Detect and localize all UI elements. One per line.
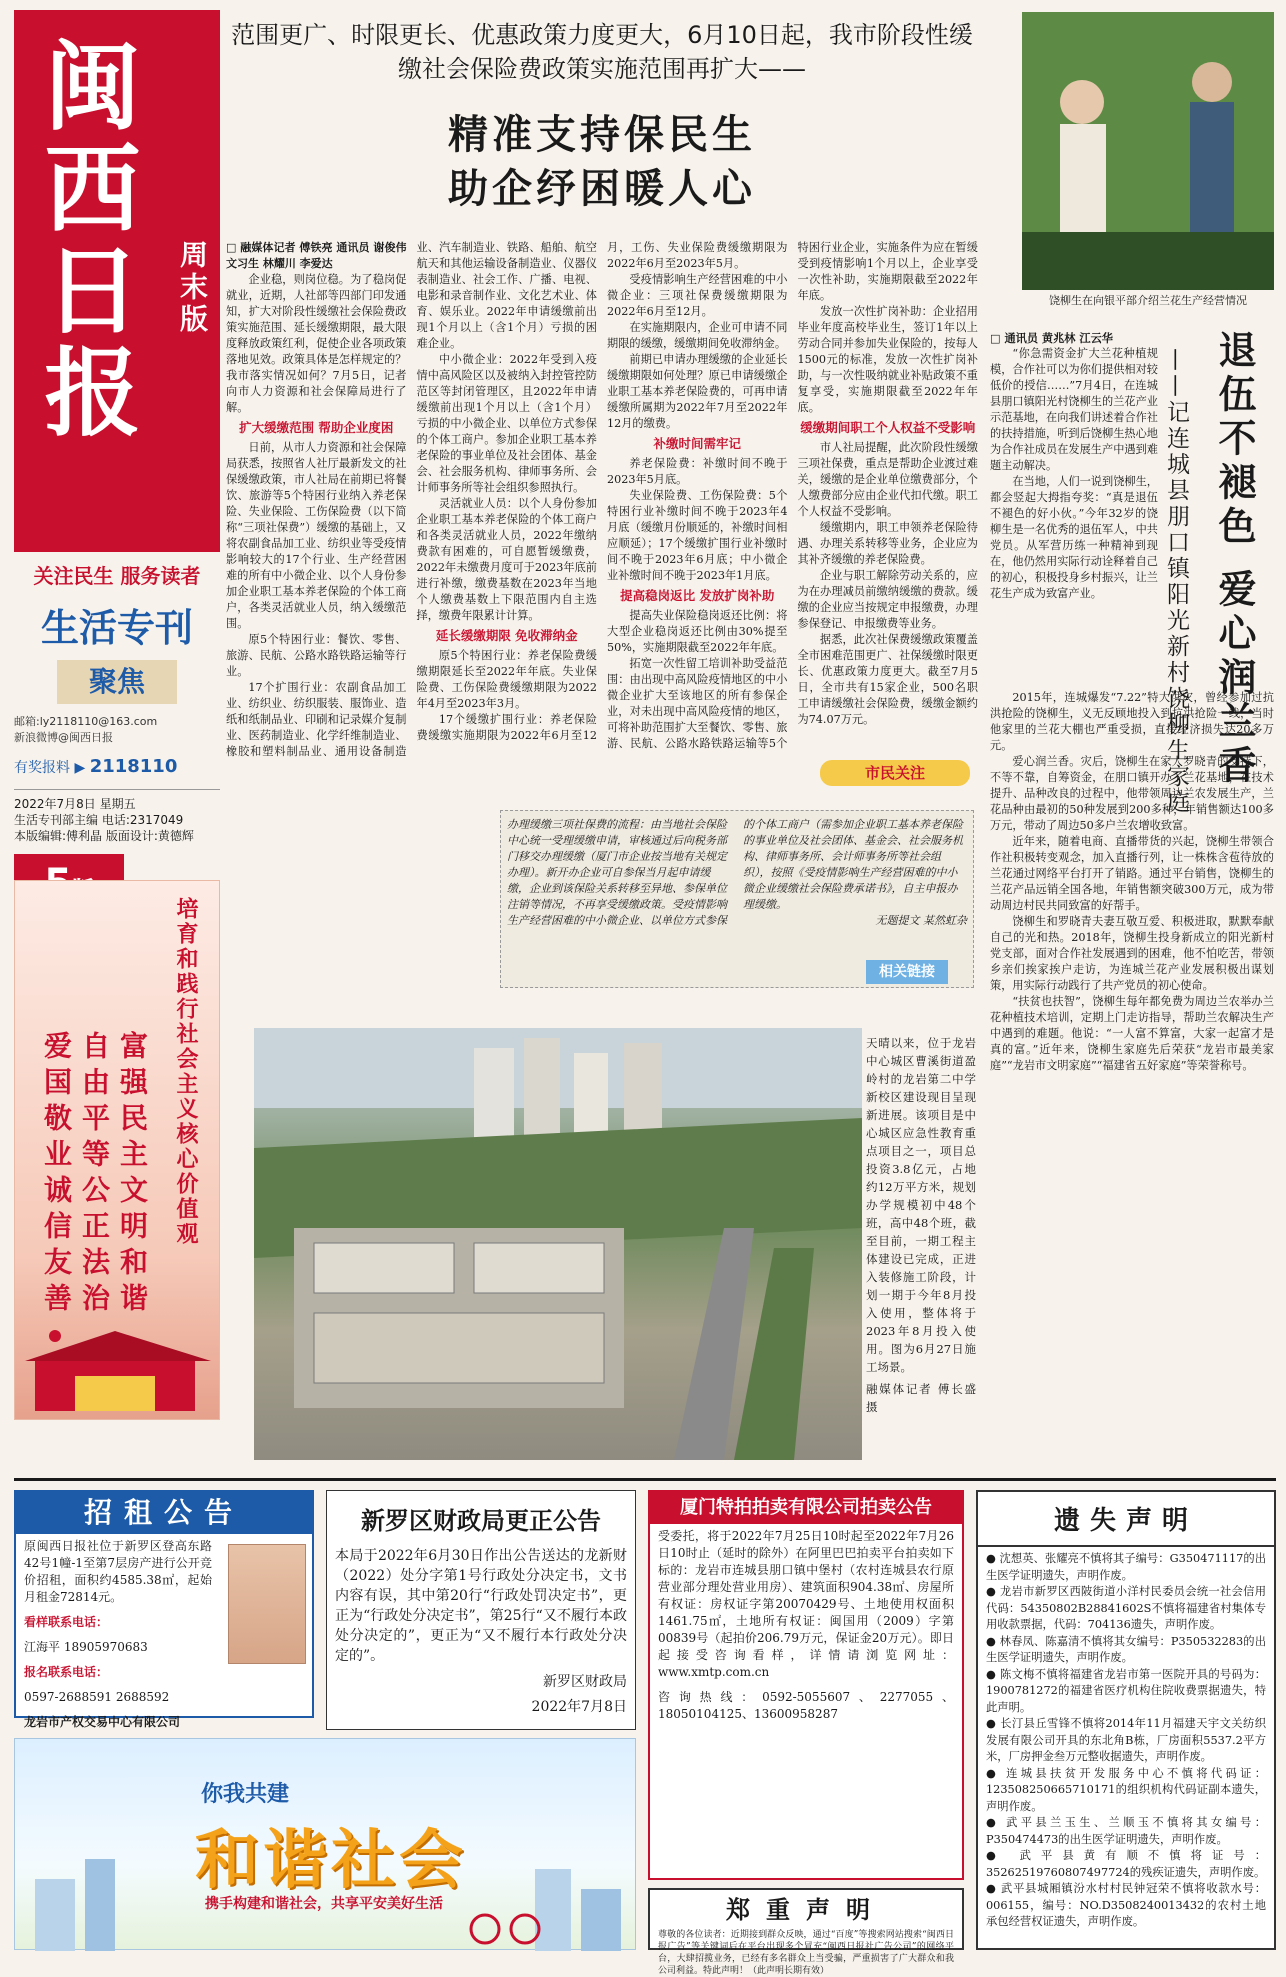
issue-date: 2022年7月8日 星期五 bbox=[14, 797, 136, 811]
lost-item: ● 连城县扶贫开发服务中心不慎将代码证：123508250665710171的组织机构代码证副本遗失，声明作废。 bbox=[986, 1766, 1266, 1813]
article-paragraph: 17个缓缴扩围行业：养老保险费缓缴实施期限为2022年6月至12月，工伤、失业保险费缓缴期限为2022年6月至2023年5月。 bbox=[416, 241, 788, 742]
feature-paragraph: 2015年，连城爆发“7.22”特大洪灾，曾经参加过抗洪抢险的饶柳生，义无反顾地投入到抗洪抢险一线，当时他家里的兰花大棚也严重受损，直接经济损失达20多万元。 bbox=[990, 691, 1274, 752]
finance-notice bbox=[326, 1490, 636, 1730]
harmony-big-title: 和谐社会 bbox=[195, 1824, 467, 1898]
rent-contact-2: 0597-2688591 2688592 bbox=[24, 1690, 170, 1704]
section-heading: 扩大缓缴范围 帮助企业度困 bbox=[239, 420, 394, 435]
civic-focus-tag: 市民关注 bbox=[820, 760, 970, 786]
solemn-title: 郑重声明 bbox=[726, 1896, 886, 1924]
lost-item: ● 沈想英、张耀亮不慎将其子编号：G350471117的出生医学证明遗失，声明作废。 bbox=[986, 1552, 1266, 1582]
editors-line: 本版编辑:傅利晶 版面设计:黄德辉 bbox=[14, 829, 194, 843]
headline-line-1: 精准支持保民生 bbox=[448, 112, 756, 158]
section-heading: 补缴时间需牢记 bbox=[653, 436, 741, 451]
article-paragraph: 17个扩围行业：农副食品加工业、纺织业、纺织服装、服饰业、造纸和纸制品业、印刷和记录媒介复制业、医药制造业、化学纤维制造业、橡胶和塑料制品业、通用设备制造业、汽车制造业、铁路、船舶、航空航天和其他运输设备制造业、仪器仪表制造业、社会工作、广播、电视、电影和录音制作业、文化艺术业、体育、娱乐业。2022年申请缓缴前出现1个月以上（含1个月）亏损的困难企业。 bbox=[226, 241, 597, 758]
harmony-poster bbox=[14, 1738, 636, 1950]
lost-item: ● 陈文梅不慎将福建省龙岩市第一医院开具的号码为：1900781272的福建省医疗机构住院收费票据遗失，特此声明。 bbox=[986, 1667, 1266, 1714]
section-focus: 聚焦 bbox=[57, 660, 177, 704]
article-paragraph: 前期已申请办理缓缴的企业延长缓缴期限如何处理？原已申请缓缴企业职工基本养老保险费的，可再申请缓缴所属期为2022年7月至2022年12月的缴费。 bbox=[607, 353, 788, 430]
rent-contact-1: 江海平 18905970683 bbox=[24, 1640, 148, 1654]
auction-body: 受委托，将于2022年7月25日10时起至2022年7月26日10时止（延时的除外）在阿里巴巴拍卖平台拍卖如下标的：龙岩市连城县朋口镇中堡村（农村连城县农行原营业部分理处营业用房）、建筑面积904.38㎡、房屋所有权证：房权证字第20070429号、土地使用权面积1461.75㎡，土地所有权证：闽国用（2009）字第00839号（起拍价206.79万元，保证金20万元）。即日起接受咨询看样，详情请浏览网址：www.xmtp.com.cn bbox=[658, 1529, 954, 1679]
feature-paragraph: 饶柳生和罗晓青夫妻互敬互爱、积极进取，默默奉献自己的光和热。2018年，饶柳生投身新成立的阳光新村党支部，面对合作社发展遇到的困难，他不怕吃苦，带领乡亲们挨家挨户走访，为连城兰花产业发展积极出谋划策，用实际行动践行了共产党员的初心使命。 bbox=[990, 915, 1274, 992]
feature-paragraph: “你急需资金扩大兰花种植规模，合作社可以为你们提供相对较低价的授信……”7月4日，在连城县朋口镇阳光村饶柳生的兰花产业示范基地，在向我们讲述着合作社的扶持措施，听到后饶柳生热心地为合作社成员在发展生产中遇到难题主动解决。 bbox=[990, 347, 1158, 472]
article-paragraph: 灵活就业人员：以个人身份参加企业职工基本养老保险的个体工商户和各类灵活就业人员，2022年缴纳费款有困难的，可自愿暂缓缴费，2022年未缴费月度可于2023年底前进行补缴，缴费基数在2023年当地个人缴费基数上下限范围内自主选择，缴费年限累计计算。 bbox=[416, 497, 597, 622]
feature-paragraph: 近年来，随着电商、直播带货的兴起，饶柳生带领合作社积极转变观念，加入直播行列，让一株株含苞待放的兰花通过网络平台打开了销路。通过平台销售，饶柳生的兰花产品远销全国各地，年销售额突破300万元，成为带动周边村民共同致富的好帮手。 bbox=[990, 835, 1274, 912]
editor-phone: 生活专刊部主编 电话:2317049 bbox=[14, 813, 184, 827]
feature-paragraph: 在当地，人们一说到饶柳生，都会竖起大拇指夸奖：“真是退伍不褪色的好小伙。”今年32岁的饶柳生是一名优秀的退伍军人，中共党员。从军营历练一种精神到现在，他仍然用实际行动诠释着自己的初心，积极投身乡村振兴，让兰花生产成为致富产业。 bbox=[990, 475, 1158, 600]
feature-paragraph: 爱心润兰香。灾后，饶柳生在家人罗晓青的支持下，不等不靠，自筹资金，在朋口镇开办了兰花基地，在技术提升、品种改良的过程中，他带领周边兰农发展生产，兰花品种由最初的50种发展到200多种，年销售额达100多万元，带动了周边50多户兰农增收致富。 bbox=[990, 755, 1274, 832]
solemn-body: 尊敬的各位读者：近期接到群众反映，通过“百度”等搜索网站搜索“闽西日报广告”等关键词后在平台出现多个冒充“闽西日报社广告公司”的网络平台，大肆招揽业务，已经有多名群众上当受骗，严重损害了广大群众和我公司利益。特此声明！（此声明长期有效） bbox=[658, 1930, 954, 1976]
edition-info bbox=[14, 789, 220, 844]
article-paragraph: 缓缴期内，职工申领养老保险待遇、办理关系转移等业务，企业应为其补齐缓缴的养老保险费。 bbox=[797, 521, 978, 566]
core-values-title: 培育和践行社会主义核心价值观 bbox=[173, 897, 198, 1247]
finance-body: 本局于2022年6月30日作出公告送达的龙新财（2022）处分字第1号行政处分决定书，文书内容有误，其中第20行“行政处罚决定书”，更正为“行政处分决定书”，第25行“又不履行本政处分决定的”，更正为“又不履行本行政处分决定的”。 bbox=[335, 1548, 627, 1664]
orchid-image bbox=[1022, 12, 1274, 290]
finance-date: 2022年7月8日 bbox=[531, 1699, 627, 1715]
city-skyline-illustration bbox=[15, 1859, 637, 1951]
section-heading: 缓缴期间职工个人权益不受影响 bbox=[800, 420, 976, 435]
sidebar-motto: 关注民生 服务读者 bbox=[33, 564, 201, 588]
auction-title: 厦门特拍拍卖有限公司拍卖公告 bbox=[650, 1492, 962, 1524]
rent-title: 招租公告 bbox=[16, 1492, 312, 1534]
hotline-label: 有奖报料 bbox=[14, 760, 70, 776]
article-paragraph: 养老保险费：补缴时间不晚于2023年5月底。 bbox=[607, 457, 788, 486]
article-paragraph: 原5个特困行业：餐饮、零售、旅游、民航、公路水路铁路运输等行业。 bbox=[226, 633, 407, 678]
photo-caption bbox=[866, 1034, 976, 1416]
masthead bbox=[14, 10, 220, 552]
hotline bbox=[14, 756, 220, 777]
lead-intro: 范围更广、时限更长、优惠政策力度更大，6月10日起，我市阶段性缓缴社会保险费政策实施范围再扩大—— bbox=[231, 21, 973, 83]
section-divider bbox=[14, 1478, 1276, 1481]
related-author: 无题提文 某然虹杂 bbox=[875, 914, 967, 927]
orchid-photo-caption: 饶柳生在向银平部介绍兰花生产经营情况 bbox=[1049, 294, 1247, 307]
newspaper-title: 闽西日报 bbox=[29, 36, 142, 444]
rent-notice bbox=[14, 1490, 314, 1729]
rent-org: 龙岩市产权交易中心有限公司 bbox=[24, 1715, 181, 1729]
contact-email: 邮箱:ly2118110@163.com bbox=[14, 715, 158, 728]
finance-title: 新罗区财政局更正公告 bbox=[361, 1507, 601, 1535]
lost-item: ● 武平县黄有顺不慎将证号：35262519760807497724的残疾证遗失，声明作废。 bbox=[986, 1849, 1266, 1879]
article-paragraph: 企业与职工解除劳动关系的，应为在办理减员前缴纳缓缴的费款。缓缴的企业应当按规定申报缴费，办理参保登记、申报缴费等业务。 bbox=[797, 569, 978, 630]
core-values-col-1: 富强民主文明和谐 bbox=[116, 1031, 149, 1319]
article-paragraph: 据悉，此次社保费缓缴政策覆盖全市困难范围更广、社保缓缴时限更长、优惠政策力度更大。截至7月5日，全市共有15家企业，500名职工申请缓缴社会保险费，缓缴金额约为74.07万元。 bbox=[797, 633, 978, 726]
lost-item: ● 武平县城厢镇汾水村村民钟冠荣不慎将收款水号：006155，编号：NO.D3508240013432的农村土地承包经营权证遗失，声明作废。 bbox=[986, 1882, 1266, 1928]
lost-item: ● 林春凤、陈嘉清不慎将其女编号：P350532283的出生医学证明遗失，声明作废。 bbox=[986, 1634, 1266, 1664]
feature-article-top bbox=[990, 330, 1158, 602]
feature-byline: □ 通讯员 黄兆林 江云华 bbox=[990, 331, 1113, 345]
article-paragraph: 企业稳，则岗位稳。为了稳岗促就业，近期，人社部等四部门印发通知，扩大对阶段性缓缴社会保险费政策实施范围、延长缓缴期限，最大限度释放政策红利，促使企业各项政策落地见效。政策具体是怎样规定的？我市落实情况如何？7月5日，记者向市人力资源和社会保障局进行了解。 bbox=[226, 273, 407, 414]
feature-subtitle: ——记连城县朋口镇阳光新村饶柳生家庭 bbox=[1163, 348, 1189, 816]
section-heading: 提高稳岗返比 发放扩岗补助 bbox=[620, 588, 775, 603]
orchid-greenhouse-photo bbox=[1022, 12, 1274, 290]
related-link-tag: 相关链接 bbox=[866, 960, 948, 984]
feature-article-bottom bbox=[990, 690, 1274, 1074]
lost-item: ● 武平县兰玉生、兰顺玉不慎将其女编号：P350474473的出生医学证明遗失，声明作废。 bbox=[986, 1816, 1266, 1846]
auction-notice bbox=[648, 1490, 964, 1880]
section-heading: 延长缓缴期限 免收滞纳金 bbox=[435, 628, 578, 643]
related-text: 办理缓缴三项社保费的流程：由当地社会保险中心统一受理缓缴申请，审核通过后向税务部门移交办理缓缴（厦门市企业按当地有关规定办理）。新开办企业可自参保当月起申请缓缴，企业到该保险关系转移至异地、参保单位注销等情况，不再享受缓缴政策。受疫情影响生产经营困难的中小微企业、以单位方式参保的个体工商户（需参加企业职工基本养老保险的事业单位及社会团体、基金会、社会服务机构、律师事务所、会计师事务所等社会组织），按照《受疫情影响生产经营困难的中小微企业缓缴社会保险费承诺书》，自主申报办理缓缴。 bbox=[507, 818, 963, 927]
feature-paragraph: “扶贫也扶智”，饶柳生每年都免费为周边兰农举办兰花种植技术培训，定期上门走访指导，帮助兰农解决生产中遇到的难题。他说：“一人富不算富，大家一起富才是真的富。”近年来，饶柳生家庭先后荣获“龙岩市最美家庭”“龙岩市文明家庭”“福建省五好家庭”等荣誉称号。 bbox=[990, 995, 1274, 1072]
rent-body: 原闽西日报社位于新罗区登高东路42号1幢-1至第7层房产进行公开竞价招租，面积约4585.38㎡，起始月租金72814元。 bbox=[24, 1539, 212, 1604]
rent-contact-2-label: 报名联系电话： bbox=[24, 1665, 109, 1679]
core-values-col-3: 爱国敬业诚信友善 bbox=[40, 1031, 73, 1319]
lead-headline bbox=[226, 108, 978, 216]
finance-org: 新罗区财政局 bbox=[543, 1674, 627, 1690]
rent-contact-1-label: 看样联系电话： bbox=[24, 1615, 109, 1629]
construction-photo bbox=[254, 1028, 862, 1460]
play-arrow-icon: ▶ bbox=[74, 760, 86, 776]
lead-article bbox=[226, 240, 978, 800]
construction-site-image bbox=[254, 1028, 862, 1460]
tiananmen-illustration bbox=[15, 1321, 221, 1421]
photo-caption-text: 天晴以来，位于龙岩中心城区曹溪街道盈岭村的龙岩第二中学新校区建设现目呈现新进展。该项目是中心城区应急性教育重点项目之一，项目总投资3.8亿元，占地约12万平方米，规划办学规模初中48个班，高中48个班，截至目前，一期工程主体建设已完成，正进入装修施工阶段，计划一期于今年8月投入使用，整体将于2023年8月投入使用。图为6月27日施工场景。 bbox=[866, 1036, 976, 1374]
lost-item: ● 长汀县丘雪锋不慎将2014年11月福建天宇文关纺织发展有限公司开具的东北角B栋，厂房面积5537.2平方米，厂房押金叁万元整收据遗失，声明作废。 bbox=[986, 1717, 1266, 1763]
article-byline: □ 融媒体记者 傅铁亮 通讯员 谢俊伟 文习生 林耀川 李爱达 bbox=[226, 241, 407, 270]
edition-label: 周末版 bbox=[176, 240, 209, 336]
lost-title: 遗失声明 bbox=[978, 1492, 1274, 1547]
lost-item: ● 龙岩市新罗区西陂街道小洋村民委员会统一社会信用代码：54350802B28841602S不慎将福建省村集体专用收款票据，代码：704136遗失，声明作废。 bbox=[986, 1585, 1266, 1631]
building-image bbox=[228, 1544, 306, 1664]
harmony-subtitle: 携手构建和谐社会，共享平安美好生活 bbox=[205, 1896, 443, 1912]
article-paragraph: 日前，从市人力资源和社会保障局获悉，按照省人社厅最新发文的社保缓缴政策，市人社局在前期已将餐饮、旅游等5个特困行业纳入养老保险、失业保险、工伤保险费（以下简称“三项社保费”）缓缴的基础上，又将农副食品加工业、纺织业等受疫情影响较大的17个行业、生产经营困难的所有中小微企业、以个人身份参加企业职工基本养老保险的个体工商户，各类灵活就业人员，纳入缓缴范围。 bbox=[226, 441, 407, 630]
core-values-col-2: 自由平等公正法治 bbox=[78, 1031, 111, 1319]
lost-notice bbox=[976, 1490, 1276, 1950]
article-paragraph: 在实施期限内，企业可申请不同期限的缓缴，缓缴期间免收滞纳金。 bbox=[607, 321, 788, 350]
article-paragraph: 发放一次性扩岗补助：企业招用毕业年度高校毕业生，签订1年以上劳动合同并参加失业保险的，按每人1500元的标准，发放一次性扩岗补助，与一次性吸纳就业补贴政策不重复享受，实施期限截至2022年年底。 bbox=[797, 305, 978, 414]
headline-line-2: 助企纾困暖人心 bbox=[448, 166, 756, 212]
article-paragraph: 原5个特困行业：养老保险费缓缴期限延长至2022年年底。失业保险费、工伤保险费缓缴期限为2022年4月至2023年3月。 bbox=[416, 649, 597, 710]
harmony-small-title: 你我共建 bbox=[201, 1782, 290, 1807]
photo-credit: 融媒体记者 傅长盛 摄 bbox=[866, 1382, 976, 1414]
article-paragraph: 提高失业保险稳岗返还比例：将大型企业稳岗返还比例由30%提至50%，实施期限截至2022年年底。 bbox=[607, 609, 788, 654]
sidebar bbox=[14, 560, 220, 914]
article-paragraph: 失业保险费、工伤保险费：5个特困行业补缴时间不晚于2023年4月底（缓缴月份顺延的，补缴时间相应顺延）；17个缓缴扩围行业补缴时间不晚于2023年6月底；中小微企业补缴时间不晚于2023年1月底。 bbox=[607, 489, 788, 582]
feature-title: 退伍不褪色 爱心润兰香 bbox=[1212, 330, 1256, 790]
lost-items bbox=[978, 1547, 1274, 1935]
article-paragraph: 中小微企业：2022年受到入疫情中高风险区以及被纳入封控管控防范区等封闭管理区，且2022年申请缓缴前出现1个月以上（含1个月）亏损的中小微企业、以单位方式参保的个体工商户。参加企业职工基本养老保险的事业单位及社会团体、基金会、社会服务机构、律师事务所、会计师事务所等社会组织参照执行。 bbox=[416, 353, 597, 494]
article-paragraph: 受疫情影响生产经营困难的中小微企业：三项社保费缓缴期限为2022年6月至12月。 bbox=[607, 273, 788, 318]
article-paragraph: 拓宽一次性留工培训补助受益范围：由出现中高风险疫情地区的中小微企业扩大至该地区的所有参保企业，对未出现中高风险疫情的地区，可将补助范围扩大至餐饮、零售、旅游、民航、公路水路铁路运输等5个特困行业企业，实施条件为应在暂缓受到疫情影响1个月以上，企业享受一次性补助，实施期限截至2022年年底。 bbox=[607, 241, 978, 750]
solemn-statement bbox=[648, 1888, 964, 1976]
contact-weibo: 新浪微博@闽西日报 bbox=[14, 731, 113, 744]
section-title: 生活专刊 bbox=[40, 606, 193, 650]
article-paragraph: 市人社局提醒，此次阶段性缓缴三项社保费，重点是帮助企业渡过难关，缓缴的是企业单位缴费部分，个人缴费部分应由企业代扣代缴。职工个人权益不受影响。 bbox=[797, 441, 978, 518]
hotline-number: 2118110 bbox=[89, 756, 178, 777]
core-values-poster bbox=[14, 880, 220, 1420]
auction-phone: 咨询热线：0592-5055607、2277055、18050104125、13600958287 bbox=[658, 1690, 954, 1721]
